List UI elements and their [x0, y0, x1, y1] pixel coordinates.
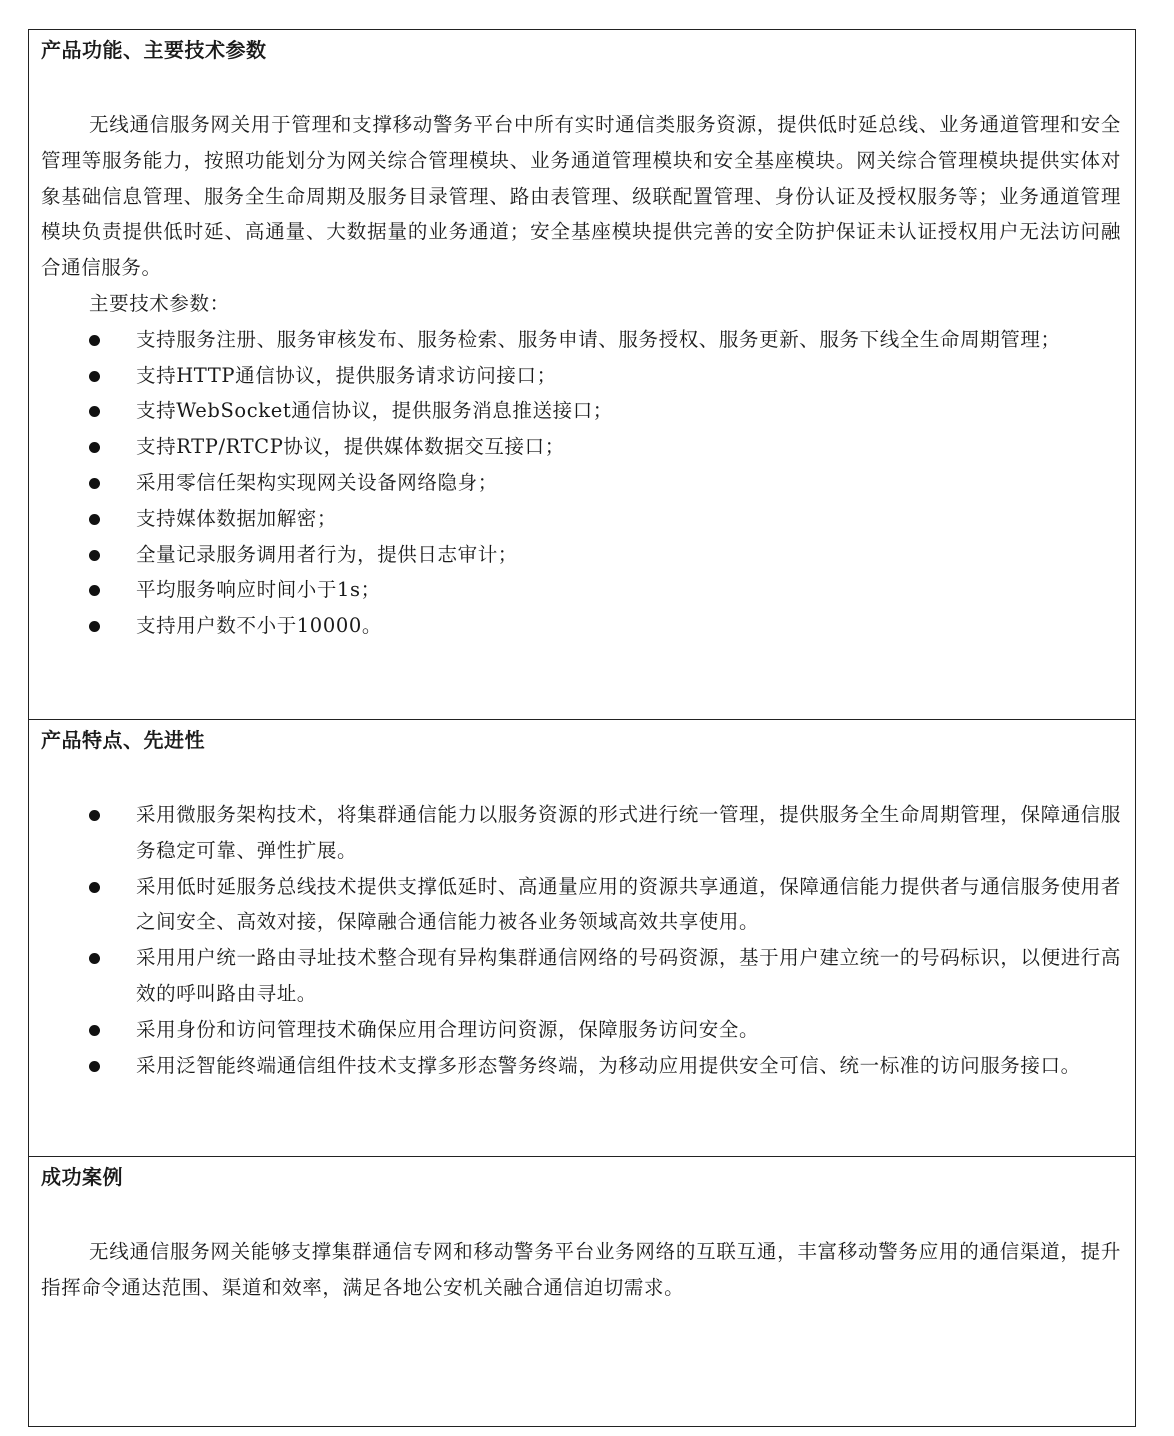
params-label: 主要技术参数：: [89, 291, 230, 315]
bullet-icon: [89, 585, 100, 596]
tech-params-list: [41, 322, 1121, 644]
intro-paragraph: 无线通信服务网关用于管理和支撑移动警务平台中所有实时通信类服务资源，提供低时延总线、业务通道管理和安全管理等服务能力，按照功能划分为网关综合管理模块、业务通道管理模块和安全基座模块。网关综合管理模块提供实体对象基础信息管理、服务全生命周期及服务目录管理、路由表管理、级联配置管理、身份认证及授权服务等；业务通道管理模块负责提供低时延、高通量、大数据量的业务通道；安全基座模块提供完善的安全防护保证未认证授权用户无法访问融合通信服务。: [41, 113, 1121, 280]
bullet-icon: [89, 810, 100, 821]
list-item: 采用低时延服务总线技术提供支撑低延时、高通量应用的资源共享通道，保障通信能力提供者与通信服务使用者之间安全、高效对接，保障融合通信能力被各业务领域高效共享使用。: [41, 869, 1121, 941]
section-title: 产品特点、先进性: [41, 728, 205, 752]
list-item: 支持RTP/RTCP协议，提供媒体数据交互接口；: [41, 429, 1121, 465]
list-item: 支持HTTP通信协议，提供服务请求访问接口；: [41, 358, 1121, 394]
bullet-icon: [89, 1061, 100, 1072]
section-success-cases: [29, 1165, 1135, 1426]
bullet-icon: [89, 371, 100, 382]
list-item: 采用微服务架构技术，将集群通信能力以服务资源的形式进行统一管理，提供服务全生命周期管理，保障通信服务稳定可靠、弹性扩展。: [41, 797, 1121, 869]
features-list: [41, 797, 1121, 1083]
section-product-function: [29, 38, 1135, 720]
list-item: 采用身份和访问管理技术确保应用合理访问资源，保障服务访问安全。: [41, 1012, 1121, 1048]
bullet-icon: [89, 953, 100, 964]
bullet-icon: [89, 882, 100, 893]
list-item: 平均服务响应时间小于1s；: [41, 572, 1121, 608]
bullet-icon: [89, 514, 100, 525]
list-item: 支持服务注册、服务审核发布、服务检索、服务申请、服务授权、服务更新、服务下线全生命周期管理；: [41, 322, 1121, 358]
list-item: 支持用户数不小于10000。: [41, 608, 1121, 644]
list-item: 支持WebSocket通信协议，提供服务消息推送接口；: [41, 393, 1121, 429]
list-item: 采用零信任架构实现网关设备网络隐身；: [41, 465, 1121, 501]
section-title: 成功案例: [41, 1165, 123, 1189]
section-product-features: [29, 728, 1135, 1157]
bullet-icon: [89, 621, 100, 632]
bullet-icon: [89, 442, 100, 453]
list-item: 采用泛智能终端通信组件技术支撑多形态警务终端，为移动应用提供安全可信、统一标准的访问服务接口。: [41, 1048, 1121, 1084]
bullet-icon: [89, 550, 100, 561]
bullet-icon: [89, 335, 100, 346]
case-paragraph: 无线通信服务网关能够支撑集群通信专网和移动警务平台业务网络的互联互通，丰富移动警务应用的通信渠道，提升指挥命令通达范围、渠道和效率，满足各地公安机关融合通信迫切需求。: [41, 1240, 1121, 1299]
list-item: 支持媒体数据加解密；: [41, 501, 1121, 537]
section-title: 产品功能、主要技术参数: [41, 38, 267, 62]
list-item: 全量记录服务调用者行为，提供日志审计；: [41, 537, 1121, 573]
bullet-icon: [89, 1025, 100, 1036]
list-item: 采用用户统一路由寻址技术整合现有异构集群通信网络的号码资源，基于用户建立统一的号码标识，以便进行高效的呼叫路由寻址。: [41, 940, 1121, 1012]
document-table: [28, 29, 1136, 1427]
bullet-icon: [89, 478, 100, 489]
bullet-icon: [89, 406, 100, 417]
